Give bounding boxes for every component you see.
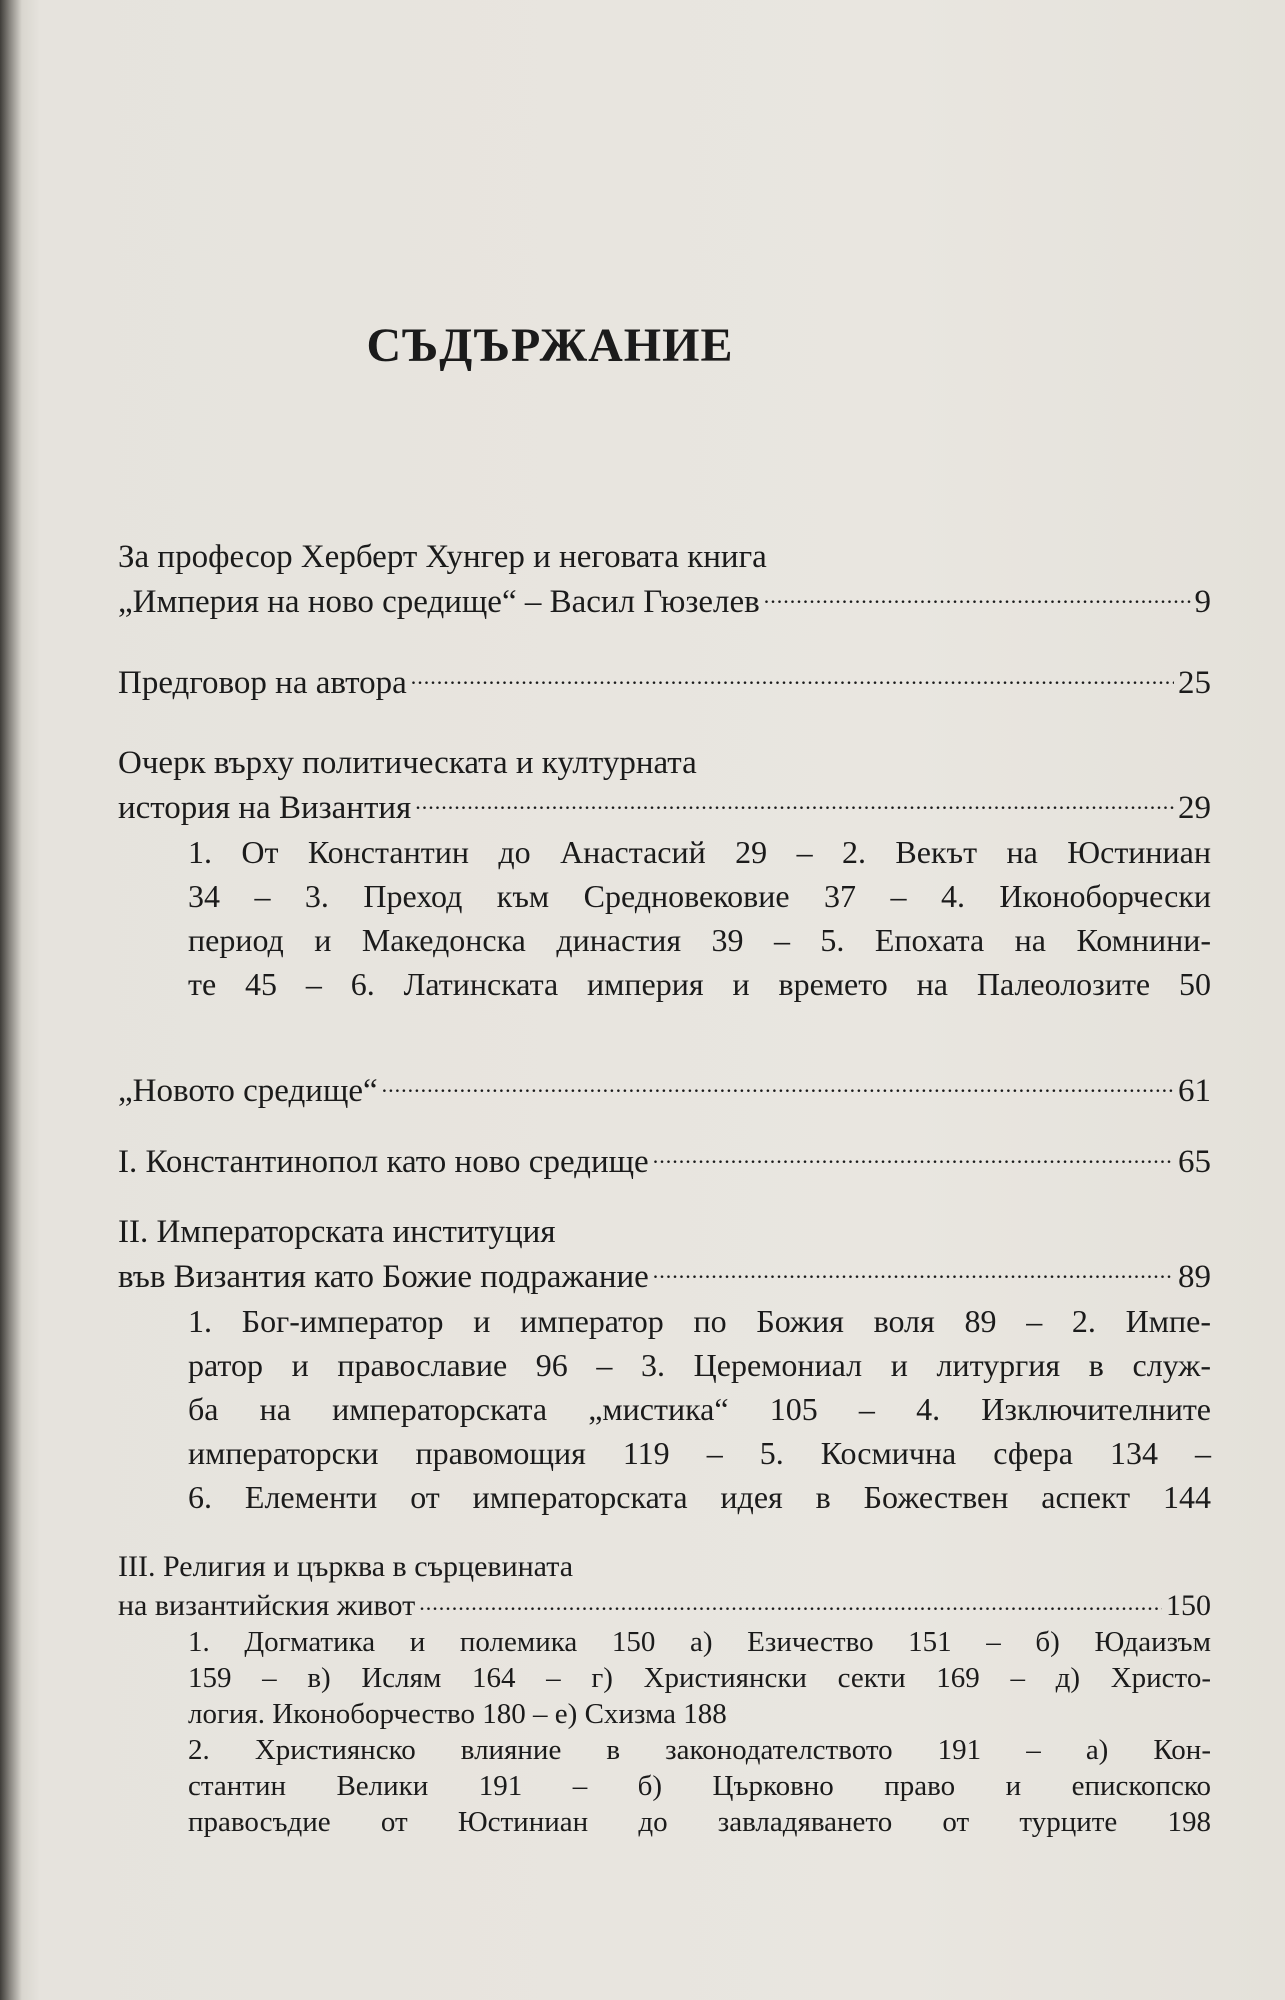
- toc-subentry-line: логия. Иконоборчество 180 – е) Схизма 188: [188, 1698, 727, 1730]
- toc-page-number: 65: [1178, 1144, 1211, 1180]
- toc-entry-line: [118, 785, 1211, 830]
- toc-entry-title: във Византия като Божие подражание: [118, 1259, 649, 1295]
- toc-entry-line: [118, 1254, 1211, 1299]
- toc-subentry-line: 6. Елементи от императорската идея в Божествен аспект 144: [188, 1479, 1211, 1515]
- toc-subentry-line: стантин Велики 191 – б) Църковно право и епископско: [188, 1770, 1211, 1802]
- dot-leader: [653, 1254, 1174, 1287]
- toc-subentry-line: те 45 – 6. Латинската империя и времето на Палеолозите 50: [188, 966, 1211, 1002]
- toc-entry-line: [118, 579, 1211, 624]
- table-of-contents: [118, 535, 1211, 1866]
- dot-leader: [415, 785, 1174, 818]
- toc-subentry-line: императорски правомощия 119 – 5. Космична сфера 134 –: [188, 1435, 1211, 1471]
- toc-entry: [118, 660, 1211, 705]
- dot-leader: [764, 579, 1191, 612]
- toc-entry-title: „Новото средище“: [118, 1073, 378, 1109]
- toc-subentry-line: 2. Християнско влияние в законодателството 191 – а) Кон-: [188, 1734, 1211, 1766]
- toc-subentry-line: 1. От Константин до Анастасий 29 – 2. Векът на Юстиниан: [188, 834, 1211, 870]
- toc-subentry-line: ба на императорската „мистика“ 105 – 4. Изключителните: [188, 1391, 1211, 1427]
- toc-page-number: 9: [1194, 584, 1211, 620]
- dot-leader: [419, 1585, 1162, 1615]
- toc-entry-title: III. Религия и църква в сърцевината: [118, 1550, 574, 1583]
- toc-entry: [118, 1139, 1211, 1184]
- toc-entry: [118, 1210, 1211, 1519]
- toc-subentry-line: 34 – 3. Преход към Средновековие 37 – 4. Иконоборчески: [188, 878, 1211, 914]
- toc-entry-line: [118, 741, 1211, 785]
- page-title: СЪДЪРЖАНИЕ: [366, 319, 734, 372]
- toc-entry-title: I. Константинопол като ново средище: [118, 1144, 649, 1180]
- toc-entry-line: [118, 1549, 1211, 1585]
- toc-entry: [118, 1549, 1211, 1840]
- toc-entry-title: II. Императорската институция: [118, 1214, 556, 1250]
- toc-entry-line: [118, 1210, 1211, 1254]
- dot-leader: [653, 1139, 1174, 1172]
- toc-page-number: 29: [1178, 790, 1211, 826]
- toc-page-number: 61: [1178, 1073, 1211, 1109]
- toc-subentry-line: период и Македонска династия 39 – 5. Епохата на Комнини-: [188, 922, 1211, 958]
- toc-entry-title: на византийския живот: [118, 1589, 416, 1622]
- toc-entry-line: [118, 535, 1211, 579]
- toc-entry-line: [118, 1068, 1211, 1113]
- toc-entry-title: Очерк върху политическата и културната: [118, 745, 697, 781]
- toc-entry: [118, 535, 1211, 624]
- toc-entry-line: [118, 660, 1211, 705]
- toc-entry-line: [118, 1585, 1211, 1624]
- toc-entry: [118, 1068, 1211, 1113]
- toc-entry-line: [118, 1139, 1211, 1184]
- dot-leader: [382, 1068, 1174, 1101]
- toc-subentry-line: правосъдие от Юстиниан до завладяването от турците 198: [188, 1806, 1211, 1838]
- toc-subentry-line: 159 – в) Ислям 164 – г) Християнски секти 169 – д) Христо-: [188, 1662, 1211, 1694]
- toc-page-number: 25: [1178, 665, 1211, 701]
- toc-entry-title: Предговор на автора: [118, 665, 407, 701]
- toc-page-number: 150: [1166, 1589, 1211, 1622]
- toc-entry-title: история на Византия: [118, 790, 412, 826]
- dot-leader: [411, 660, 1174, 693]
- toc-entry-title: За професор Херберт Хунгер и неговата книга: [118, 539, 767, 575]
- toc-subentry-line: 1. Бог-император и император по Божия воля 89 – 2. Импе-: [188, 1303, 1211, 1339]
- toc-entry-title: „Империя на ново средище“ – Васил Гюзелев: [118, 584, 760, 620]
- toc-page-number: 89: [1178, 1259, 1211, 1295]
- toc-subentry-line: ратор и православие 96 – 3. Церемониал и литургия в служ-: [188, 1347, 1211, 1383]
- toc-entry: [118, 741, 1211, 1006]
- toc-subentry-line: 1. Догматика и полемика 150 а) Езичество 151 – б) Юдаизъм: [188, 1626, 1211, 1658]
